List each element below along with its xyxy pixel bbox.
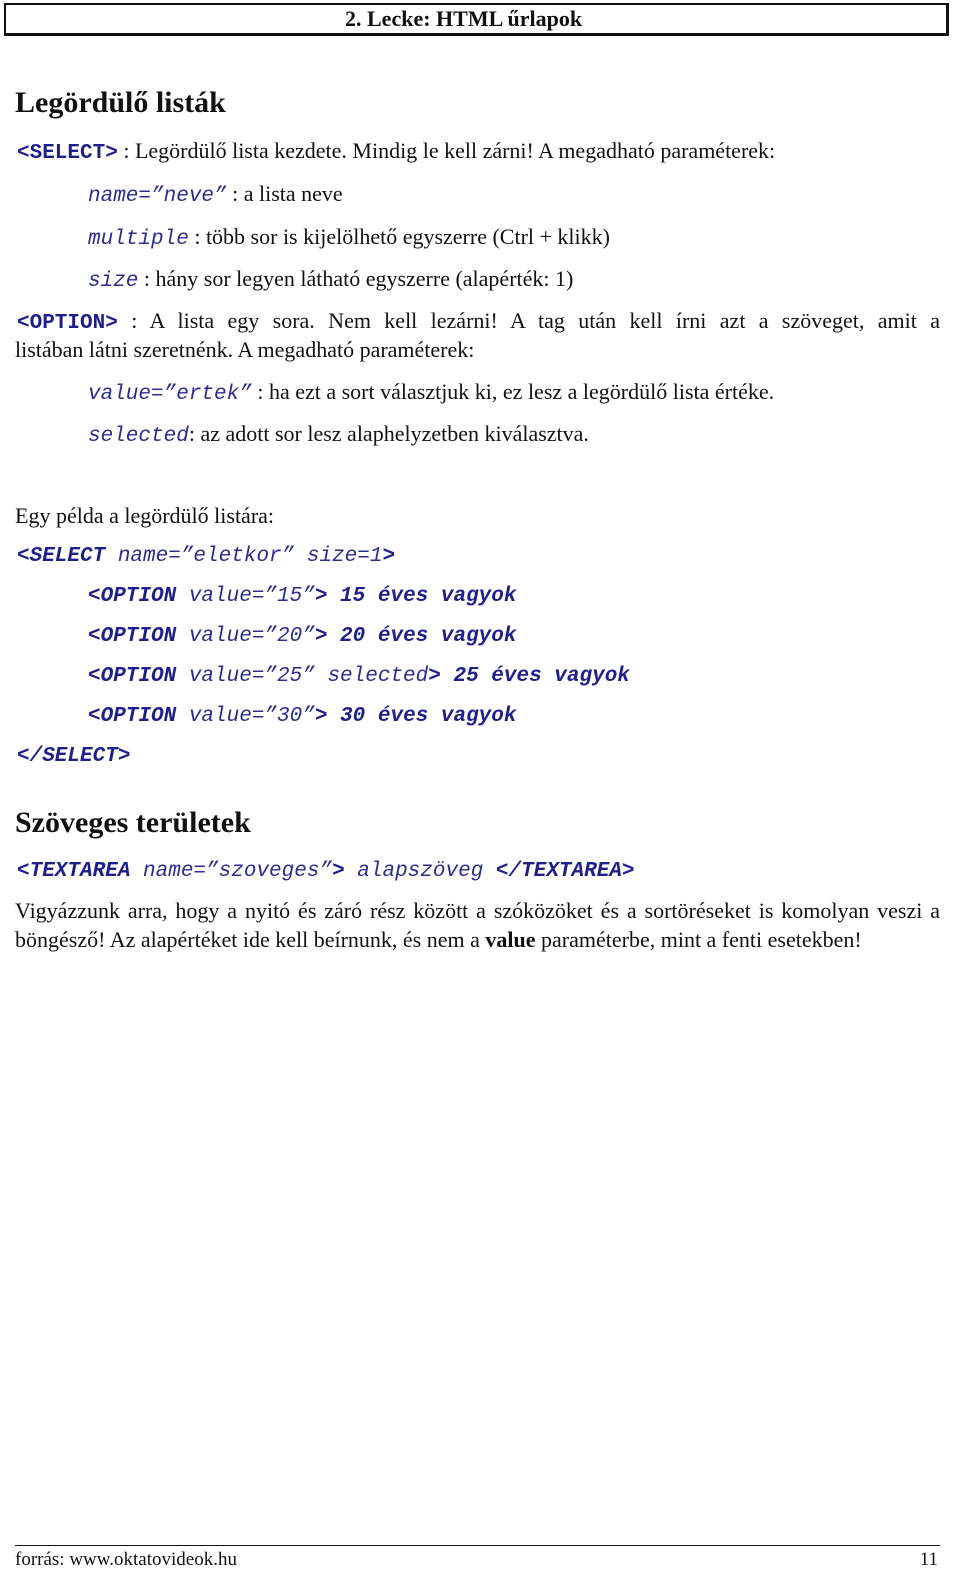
- param-code: name=”neve”: [88, 185, 227, 208]
- paragraph-text: Vigyázzunk arra, hogy a nyitó és záró rész között a szóközöket és a sortöréseket is komolyan veszi a böngésző! Az alapértéket ide kell beírnunk, és nem a: [15, 898, 940, 952]
- code-tag: <SELECT: [17, 545, 106, 568]
- code-tag: >: [428, 665, 441, 688]
- param-line-name: [88, 181, 343, 208]
- param-description: : ha ezt a sort választjuk ki, ez lesz a legördülő lista értéke.: [251, 379, 775, 404]
- param-description: : több sor is kijelölhető egyszerre (Ctrl + klikk): [188, 224, 610, 249]
- code-attrs: value=”30”: [176, 705, 315, 728]
- param-description: : hány sor legyen látható egyszerre (alapérték: 1): [138, 266, 574, 291]
- example-option-line: [88, 581, 516, 608]
- select-tag-description: : Legördülő lista kezdete. Mindig le kell zárni! A megadható paraméterek:: [117, 138, 776, 163]
- textarea-content: alapszöveg: [344, 860, 496, 883]
- code-tag: <OPTION: [88, 705, 177, 728]
- option-text: 15 éves vagyok: [327, 585, 517, 608]
- code-tag: </TEXTAREA>: [495, 860, 635, 883]
- param-code: value=”ertek”: [88, 383, 252, 406]
- option-tag-line: [17, 308, 940, 335]
- page-header-title: 2. Lecke: HTML űrlapok: [345, 6, 583, 31]
- code-attrs: name=”szoveges”: [130, 860, 333, 883]
- param-code: size: [88, 270, 139, 293]
- code-attrs: value=”20”: [176, 625, 315, 648]
- code-tag: <OPTION: [88, 665, 177, 688]
- section-heading-dropdown-lists: Legördülő listák: [15, 86, 226, 119]
- paragraph-text: paraméterbe, mint a fenti esetekben!: [535, 927, 862, 952]
- option-text: 25 éves vagyok: [440, 665, 630, 688]
- example-intro: Egy példa a legördülő listára:: [15, 503, 275, 528]
- page-number: 11: [919, 1549, 938, 1570]
- param-code: selected: [88, 425, 189, 448]
- select-tag-code: <SELECT>: [17, 142, 118, 165]
- code-attrs: value=”15”: [176, 585, 315, 608]
- option-param-line-selected: [88, 421, 589, 448]
- option-tag-line-2: listában látni szeretnénk. A megadható paraméterek:: [15, 337, 475, 362]
- param-line-size: [88, 266, 573, 293]
- example-option-line: [88, 621, 516, 648]
- option-text: 30 éves vagyok: [327, 705, 517, 728]
- footer-divider: [15, 1545, 940, 1546]
- code-tag: </SELECT>: [17, 745, 131, 768]
- code-tag: >: [332, 860, 345, 883]
- textarea-code-line: [17, 856, 635, 883]
- code-tag: >: [314, 625, 328, 648]
- option-param-line-value: [88, 379, 774, 406]
- code-attrs: name=”eletkor” size=1: [105, 545, 383, 568]
- option-tag-code: <OPTION>: [17, 312, 118, 335]
- code-tag: <OPTION: [88, 585, 177, 608]
- code-tag: >: [314, 705, 328, 728]
- example-option-line: [88, 661, 630, 688]
- code-tag: >: [314, 585, 328, 608]
- param-description: : a lista neve: [226, 181, 343, 206]
- example-select-close: [17, 741, 130, 768]
- param-description: : az adott sor lesz alaphelyzetben kiválasztva.: [188, 421, 589, 446]
- code-attrs: value=”25” selected: [176, 665, 429, 688]
- code-tag: >: [382, 545, 396, 568]
- section-heading-text-areas: Szöveges területek: [15, 806, 251, 839]
- footer-source: forrás: www.oktatovideok.hu: [15, 1549, 237, 1570]
- example-option-line: [88, 701, 516, 728]
- textarea-paragraph: [15, 896, 940, 954]
- example-select-open: [17, 541, 395, 568]
- param-line-multiple: [88, 224, 610, 251]
- code-tag: <TEXTAREA: [17, 860, 131, 883]
- code-tag: <OPTION: [88, 625, 177, 648]
- paragraph-bold-value: value: [485, 927, 536, 952]
- option-tag-description: : A lista egy sora. Nem kell lezárni! A tag után kell írni azt a szöveget, amit a: [117, 308, 940, 333]
- option-text: 20 éves vagyok: [327, 625, 517, 648]
- param-code: multiple: [88, 228, 189, 251]
- select-tag-line: [17, 138, 775, 165]
